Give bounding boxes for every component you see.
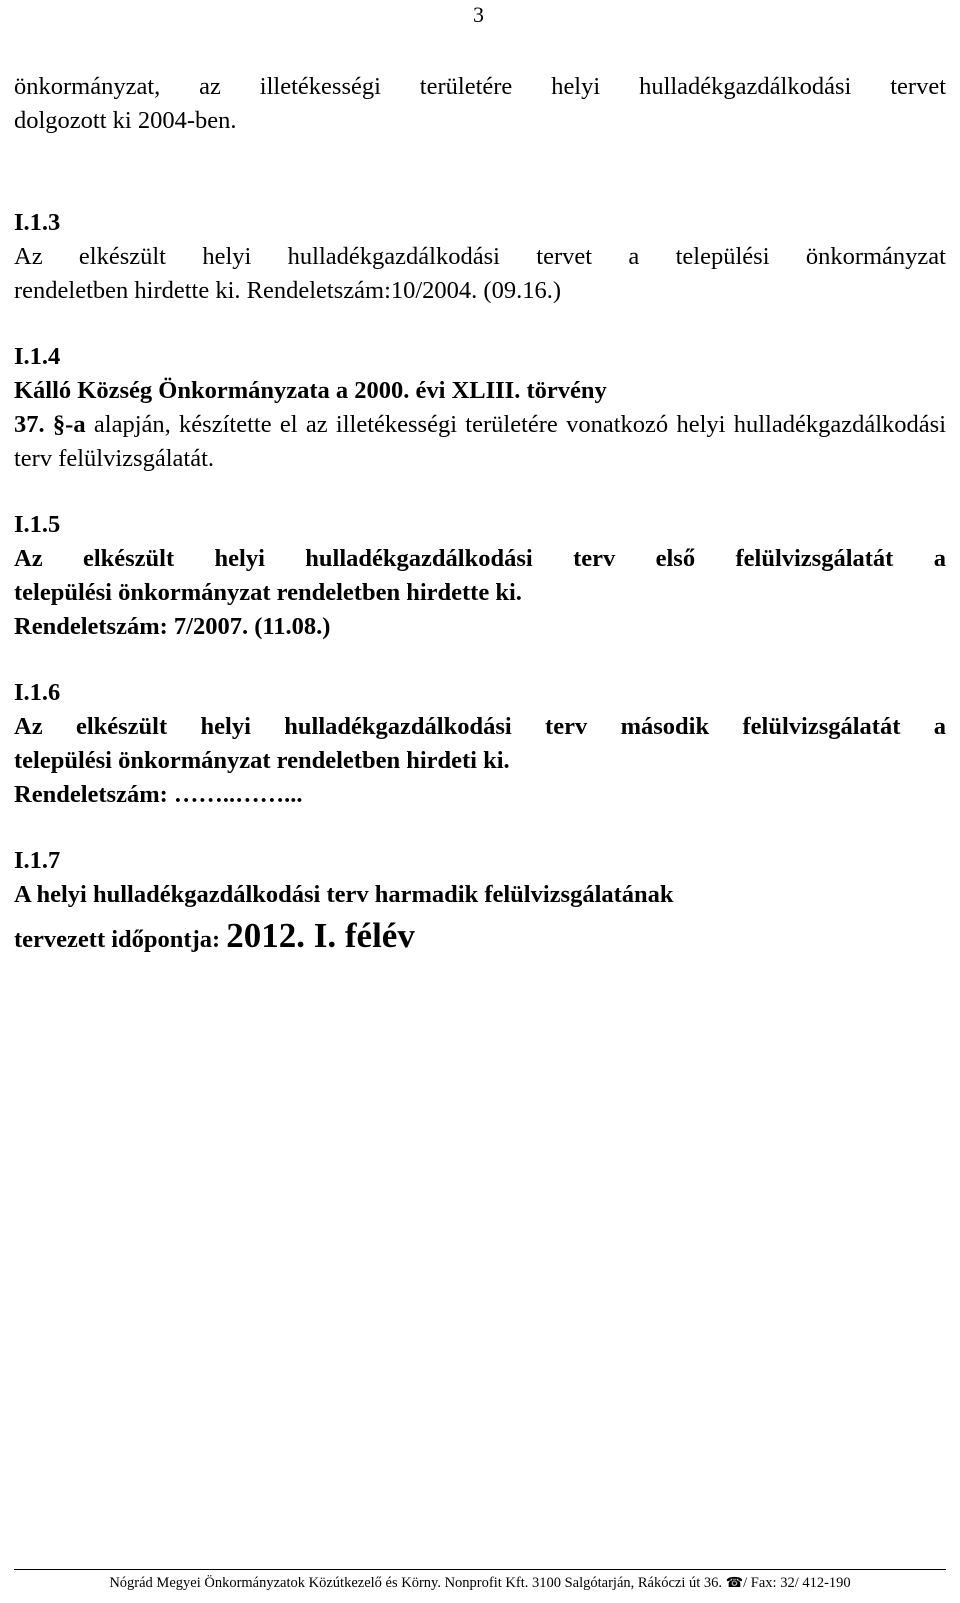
intro-line-1: önkormányzat, az illetékességi területére helyi hulladékgazdálkodási tervet xyxy=(14,73,946,100)
phone-icon: ☎ xyxy=(725,1575,744,1591)
section-i17-heading: I.1.7 xyxy=(14,847,61,874)
page-number: 3 xyxy=(473,2,484,27)
section-i14-heading: I.1.4 xyxy=(14,343,61,370)
section-i15-line-3: Rendeletszám: 7/2007. (11.08.) xyxy=(14,613,331,640)
section-i15-line-1: Az elkészült helyi hulladékgazdálkodási terv első felülvizsgálatát a xyxy=(14,545,946,572)
section-i17-line-2 xyxy=(14,916,946,960)
section-i16-line-2: települési önkormányzat rendeletben hirdeti ki. xyxy=(14,747,510,774)
section-i13-line-2: rendeletben hirdette ki. Rendeletszám:10/2004. (09.16.) xyxy=(14,277,562,304)
section-i15-line-2: települési önkormányzat rendeletben hirdette ki. xyxy=(14,579,522,606)
section-i13 xyxy=(14,206,946,308)
section-i16-line-3: Rendeletszám: ……..……... xyxy=(14,781,303,808)
section-i13-line-1: Az elkészült helyi hulladékgazdálkodási tervet a települési önkormányzat xyxy=(14,243,946,270)
intro-line-2: dolgozott ki 2004-ben. xyxy=(14,107,237,134)
document-body xyxy=(14,70,946,960)
section-i15-heading: I.1.5 xyxy=(14,511,61,538)
footer-address: Nógrád Megyei Önkormányzatok Közútkezelő és Körny. Nonprofit Kft. 3100 Salgótarján, Rákóczi út 36. xyxy=(109,1575,726,1591)
section-i14 xyxy=(14,340,946,476)
footer-fax: / Fax: 32/ 412-190 xyxy=(743,1575,851,1591)
section-i16 xyxy=(14,676,946,812)
section-i16-line-1: Az elkészült helyi hulladékgazdálkodási terv második felülvizsgálatát a xyxy=(14,713,946,740)
section-i15 xyxy=(14,508,946,644)
intro-paragraph xyxy=(14,70,946,138)
section-i17-date-value: 2012. I. félév xyxy=(226,916,415,955)
section-i14-paragraph-ref: 37. §-a xyxy=(14,411,86,438)
section-i17 xyxy=(14,844,946,960)
section-i13-heading: I.1.3 xyxy=(14,209,61,236)
section-i14-line-1: Kálló Község Önkormányzata a 2000. évi XLIII. törvény xyxy=(14,377,607,404)
page-footer xyxy=(14,1573,946,1593)
section-i14-paragraph-text: alapján, készítette el az illetékességi területére vonatkozó helyi hulladékgazdálkodási terv felülvizsgálatát. xyxy=(14,411,946,472)
footer-divider xyxy=(14,1569,946,1570)
section-i17-line-1: A helyi hulladékgazdálkodási terv harmadik felülvizsgálatának xyxy=(14,881,674,908)
section-i17-date-label: tervezett időpontja: xyxy=(14,926,227,953)
section-i16-heading: I.1.6 xyxy=(14,679,61,706)
